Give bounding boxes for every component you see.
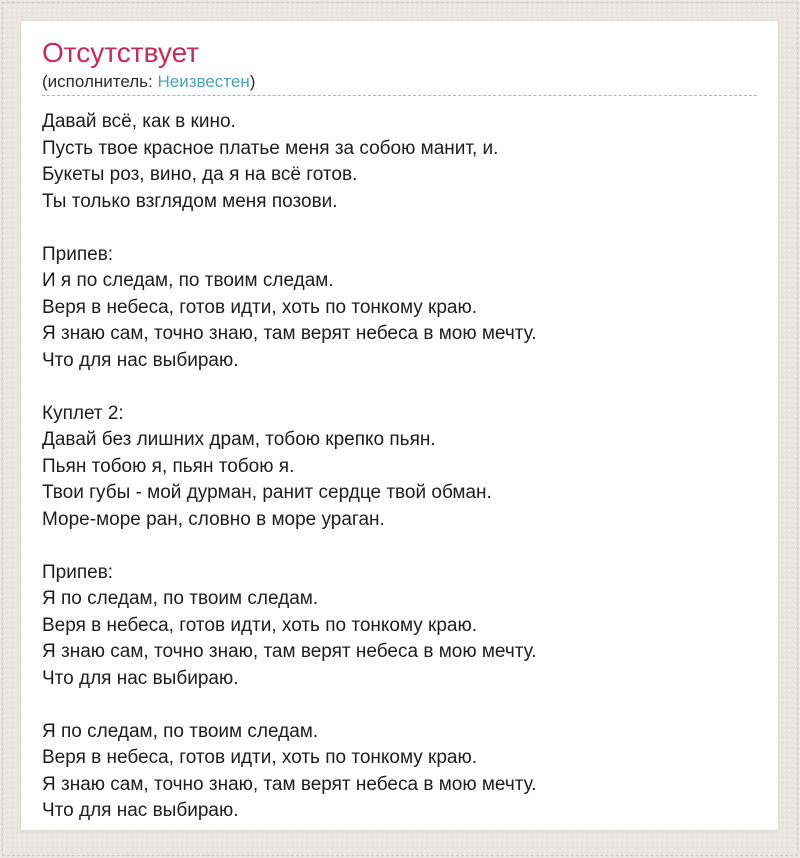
- lyric-line: Веря в небеса, готов идти, хоть по тонкому краю.: [42, 296, 478, 318]
- stanza: [42, 242, 757, 375]
- lyric-line: Пьян тобою я, пьян тобою я.: [42, 455, 295, 477]
- lyric-line: Букеты роз, вино, да я на всё готов.: [42, 164, 358, 185]
- stanza: [42, 719, 757, 825]
- lyric-line: Веря в небеса, готов идти, хоть по тонкому краю.: [42, 614, 478, 636]
- lyric-line: Я знаю сам, точно знаю, там верят небеса в мою мечту.: [42, 641, 537, 662]
- lyric-line: Что для нас выбираю.: [42, 667, 239, 689]
- lyric-line: Давай всё, как в кино.: [42, 111, 236, 132]
- lyric-line: Ты только взглядом меня позови.: [42, 190, 338, 212]
- lyric-line: Море-море ран, словно в море ураган.: [42, 508, 385, 530]
- lyric-line: Давай без лишних драм, тобою крепко пьян.: [42, 429, 436, 450]
- artist-label-prefix: (исполнитель:: [42, 72, 158, 91]
- stanza: [42, 401, 757, 534]
- lyrics: [42, 109, 757, 825]
- lyric-line: Пусть твое красное платье меня за собою манит, и.: [42, 137, 499, 159]
- lyric-line: Что для нас выбираю.: [42, 349, 239, 371]
- lyric-line: Куплет 2:: [42, 402, 124, 424]
- lyric-line: Веря в небеса, готов идти, хоть по тонкому краю.: [42, 747, 478, 768]
- lyric-line: Я знаю сам, точно знаю, там верят небеса в мою мечту.: [42, 773, 537, 795]
- song-title: Отсутствует: [42, 37, 200, 68]
- lyric-line: И я по следам, по твоим следам.: [42, 270, 334, 291]
- lyric-line: Припев:: [42, 243, 114, 265]
- artist-link[interactable]: Неизвестен: [157, 72, 250, 91]
- artist-label-suffix: ): [249, 72, 256, 91]
- stanza: [42, 109, 757, 215]
- artist-line: [42, 72, 757, 92]
- song-header: [42, 21, 757, 96]
- lyric-line: Я по следам, по твоим следам.: [42, 720, 319, 742]
- lyric-line: Что для нас выбираю.: [42, 800, 239, 821]
- lyric-line: Я знаю сам, точно знаю, там верят небеса в мою мечту.: [42, 323, 537, 344]
- lyric-line: Припев:: [42, 561, 114, 583]
- content-card: [20, 20, 779, 831]
- lyric-line: Я по следам, по твоим следам.: [42, 588, 319, 609]
- lyric-line: Твои губы - мой дурман, ранит сердце твой обман.: [42, 482, 492, 503]
- stanza: [42, 560, 757, 693]
